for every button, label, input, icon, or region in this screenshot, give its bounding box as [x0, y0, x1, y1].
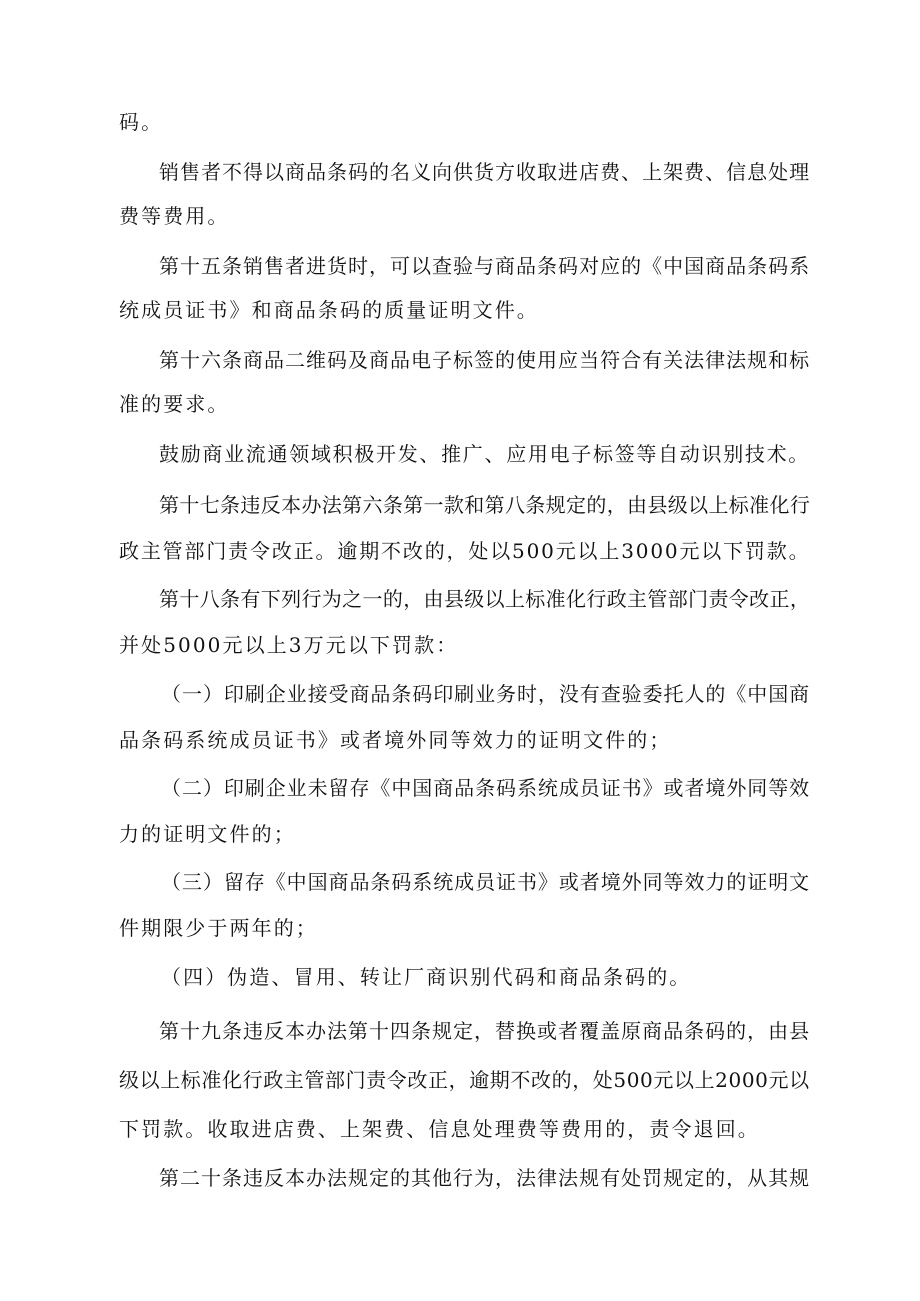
text-line: （四）伪造、冒用、转让厂商识别代码和商品条码的。	[161, 965, 692, 989]
text-line: 第十八条有下列行为之一的，由县级以上标准化行政主管部门责令改正，	[159, 587, 811, 611]
text-line: （二）印刷企业未留存《中国商品条码系统成员证书》或者境外同等效	[161, 776, 811, 800]
text-line: 件期限少于两年的；	[119, 916, 318, 940]
text-line: 准的要求。	[119, 392, 230, 416]
text-line: 鼓励商业流通领域积极开发、推广、应用电子标签等自动识别技术。	[159, 442, 810, 466]
text-line: （一）印刷企业接受商品条码印刷业务时，没有查验委托人的《中国商	[161, 682, 811, 706]
text-line: 第十九条违反本办法第十四条规定，替换或者覆盖原商品条码的，由县	[159, 1019, 811, 1043]
text-line: 第二十条违反本办法规定的其他行为，法律法规有处罚规定的，从其规	[159, 1166, 811, 1190]
text-line: （三）留存《中国商品条码系统成员证书》或者境外同等效力的证明文	[161, 870, 811, 894]
text-line: 政主管部门责令改正。逾期不改的，处以500元以上3000元以下罚款。	[119, 539, 811, 563]
text-line: 第十七条违反本办法第六条第一款和第八条规定的，由县级以上标准化行	[159, 493, 811, 517]
text-line: 并处5000元以上3万元以下罚款：	[119, 633, 459, 657]
text-line: 力的证明文件的；	[119, 822, 296, 846]
text-line: 第十六条商品二维码及商品电子标签的使用应当符合有关法律法规和标	[159, 348, 811, 372]
text-line: 品条码系统成员证书》或者境外同等效力的证明文件的；	[119, 728, 672, 752]
text-line: 第十五条销售者进货时，可以查验与商品条码对应的《中国商品条码系	[159, 254, 811, 278]
text-line: 下罚款。收取进店费、上架费、信息处理费等费用的，责令退回。	[119, 1117, 760, 1141]
text-line: 码。	[119, 110, 164, 134]
text-line: 统成员证书》和商品条码的质量证明文件。	[119, 298, 539, 322]
text-line: 级以上标准化行政主管部门责令改正，逾期不改的，处500元以上2000元以	[119, 1068, 810, 1092]
text-line: 费等费用。	[119, 204, 230, 228]
text-line: 销售者不得以商品条码的名义向供货方收取进店费、上架费、信息处理	[159, 160, 811, 184]
